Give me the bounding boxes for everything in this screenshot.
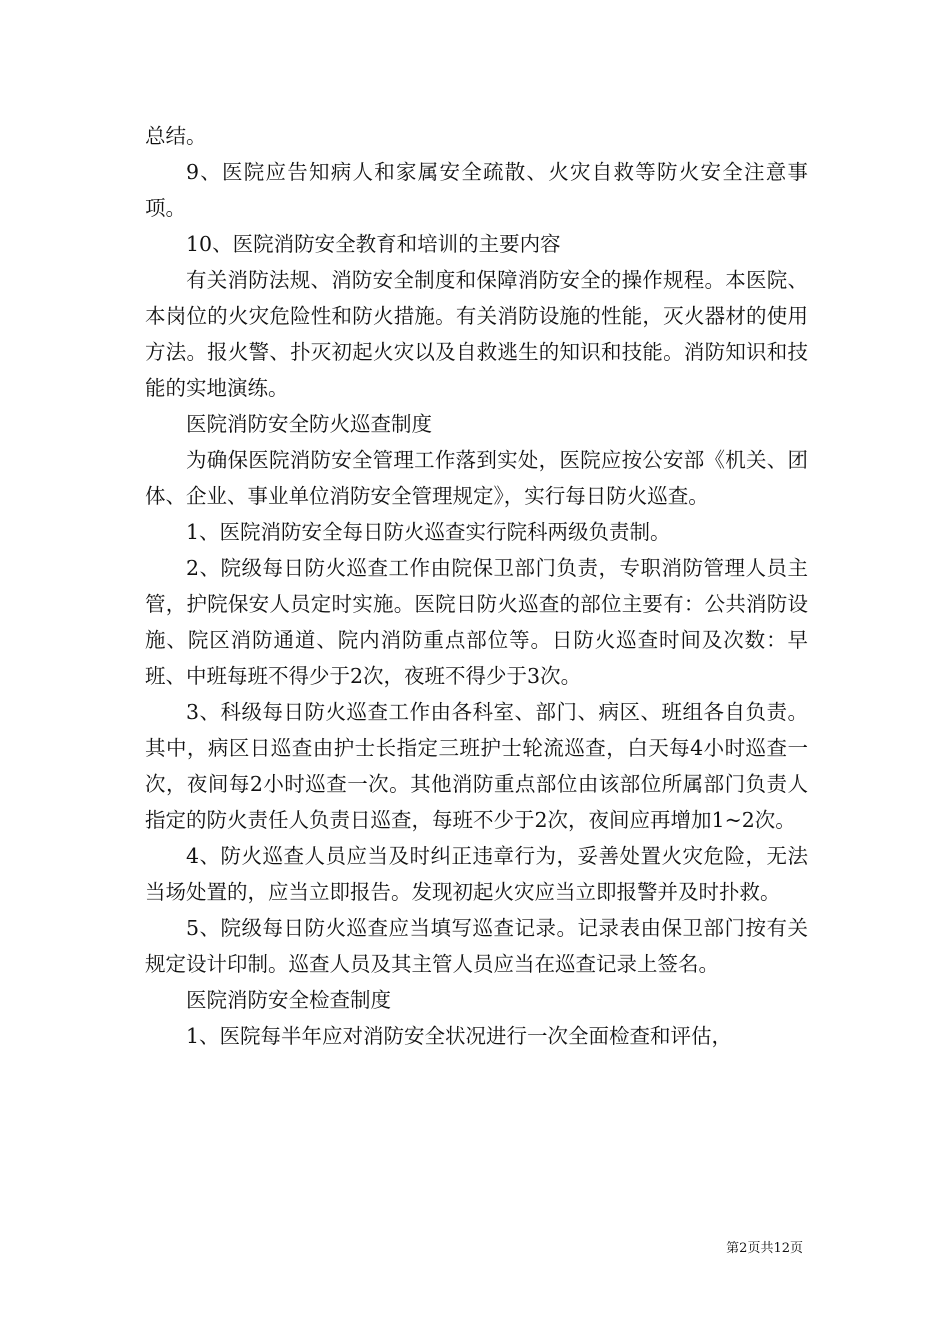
paragraph-patrol-4: 4、防火巡查人员应当及时纠正违章行为，妥善处置火灾危险，无法当场处置的，应当立即报告。发现初起火灾应当立即报警并及时扑救。 [145, 844, 808, 904]
document-body [145, 118, 808, 1054]
paragraph-patrol-5: 5、院级每日防火巡查应当填写巡查记录。记录表由保卫部门按有关规定设计印制。巡查人员及其主管人员应当在巡查记录上签名。 [145, 916, 808, 976]
paragraph-patrol-intro: 为确保医院消防安全管理工作落到实处，医院应按公安部《机关、团体、企业、事业单位消防安全管理规定》，实行每日防火巡查。 [145, 448, 808, 508]
paragraph-patrol-3: 3、科级每日防火巡查工作由各科室、部门、病区、班组各自负责。其中，病区日巡查由护士长指定三班护士轮流巡查，白天每4小时巡查一次，夜间每2小时巡查一次。其他消防重点部位由该部位所属部门负责人指定的防火责任人负责日巡查，每班不少于2次，夜间应再增加1~2次。 [145, 700, 808, 832]
page-number: 第2页共12页 [726, 1241, 803, 1256]
section-heading-patrol: 医院消防安全防火巡查制度 [186, 412, 432, 436]
paragraph-item-9: 9、医院应告知病人和家属安全疏散、火灾自救等防火安全注意事项。 [145, 160, 808, 220]
paragraph-patrol-1: 1、医院消防安全每日防火巡查实行院科两级负责制。 [186, 520, 671, 544]
paragraph-inspection-1: 1、医院每半年应对消防安全状况进行一次全面检查和评估， [186, 1024, 733, 1048]
section-heading-inspection: 医院消防安全检查制度 [186, 988, 391, 1012]
paragraph-item-10: 10、医院消防安全教育和培训的主要内容 [186, 232, 561, 256]
paragraph-continuation: 总结。 [145, 124, 207, 148]
paragraph-patrol-2: 2、院级每日防火巡查工作由院保卫部门负责，专职消防管理人员主管，护院保安人员定时实施。医院日防火巡查的部位主要有：公共消防设施、院区消防通道、院内消防重点部位等。日防火巡查时间及次数：早班、中班每班不得少于2次，夜班不得少于3次。 [145, 556, 808, 688]
paragraph-training-content: 有关消防法规、消防安全制度和保障消防安全的操作规程。本医院、本岗位的火灾危险性和防火措施。有关消防设施的性能，灭火器材的使用方法。报火警、扑灭初起火灾以及自救逃生的知识和技能。消防知识和技能的实地演练。 [145, 268, 808, 400]
